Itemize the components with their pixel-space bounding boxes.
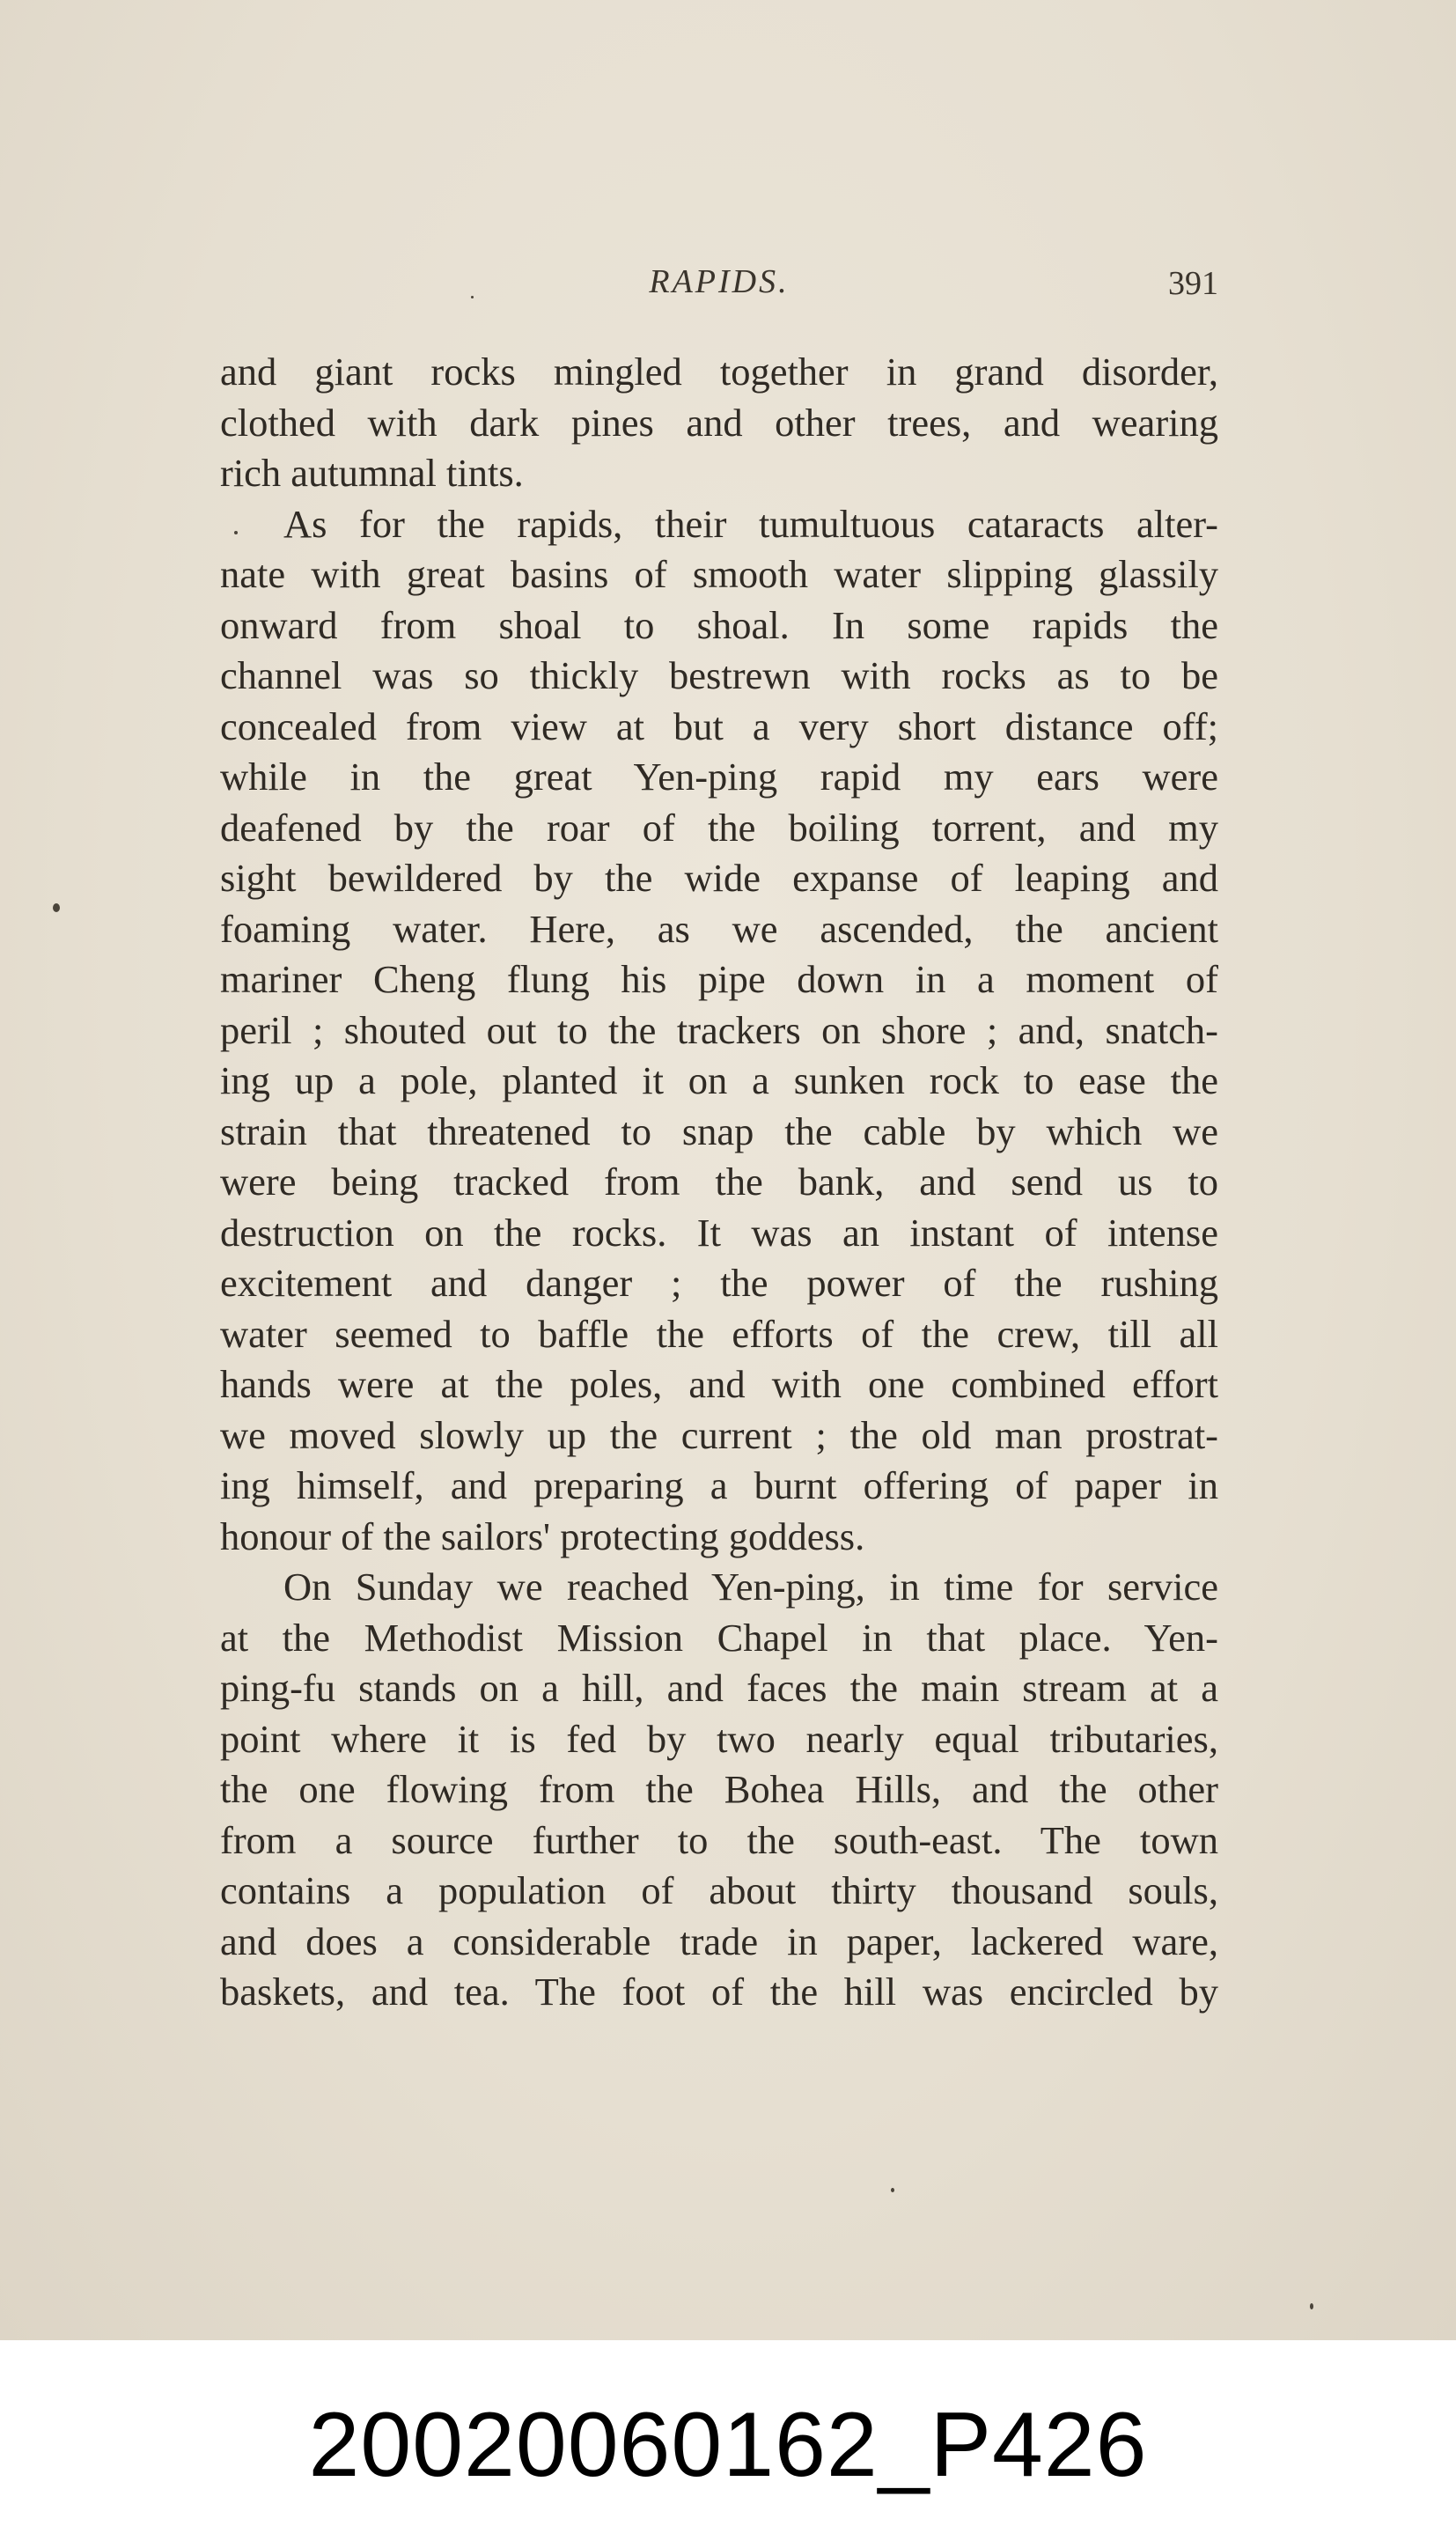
text-line: sight bewildered by the wide expanse of leaping and (220, 856, 1218, 900)
text-line: ping-fu stands on a hill, and faces the main stream at a (220, 1666, 1218, 1710)
text-line: water seemed to baffle the efforts of the crew, till all (220, 1311, 1218, 1356)
text-line: rich autumnal tints. (220, 451, 524, 495)
text-line: peril ; shouted out to the trackers on shore ; and, snatch- (220, 1007, 1218, 1052)
text-line: excitement and danger ; the power of the rushing (220, 1261, 1218, 1305)
text-line: destruction on the rocks. It was an instant of intense (220, 1210, 1218, 1255)
text-line: and does a considerable trade in paper, lackered ware, (220, 1918, 1218, 1963)
paper-speck (53, 903, 60, 912)
text-line: from a source further to the south-east. The town (220, 1817, 1218, 1862)
running-head-title: RAPIDS. (649, 263, 790, 300)
text-line: foaming water. Here, as we ascended, the ancient (220, 906, 1218, 951)
text-line: baskets, and tea. The foot of the hill was encircled by (220, 1970, 1218, 2014)
text-line: mariner Cheng flung his pipe down in a moment of (220, 957, 1218, 1001)
paper-speck (234, 531, 238, 534)
paper-speck (471, 296, 474, 298)
text-line: clothed with dark pines and other trees, and wearing (220, 400, 1218, 445)
text-line: were being tracked from the bank, and send us to (220, 1160, 1218, 1204)
text-line: ing up a pole, planted it on a sunken rock to ease the (220, 1058, 1218, 1102)
archive-id-label: 20020060162_P426 (308, 2394, 1148, 2496)
text-line: onward from shoal to shoal. In some rapids the (220, 602, 1218, 647)
text-line: channel was so thickly bestrewn with rocks as to be (220, 653, 1218, 697)
body-text (220, 347, 1218, 2018)
text-line: concealed from view at but a very short distance off; (220, 703, 1218, 748)
text-line: honour of the sailors' protecting goddess. (220, 1513, 865, 1558)
text-line: As for the rapids, their tumultuous cataracts alter- (283, 501, 1218, 546)
image-caption (0, 2340, 1456, 2548)
paper-speck (1310, 2303, 1313, 2309)
text-line: hands were at the poles, and with one combined effort (220, 1362, 1218, 1406)
text-line: and giant rocks mingled together in grand disorder, (220, 350, 1218, 394)
text-line: strain that threatened to snap the cable by which we (220, 1108, 1218, 1153)
text-line: at the Methodist Mission Chapel in that place. Yen- (220, 1615, 1218, 1660)
text-line: we moved slowly up the current ; the old man prostrat- (220, 1412, 1218, 1457)
text-line: contains a population of about thirty thousand souls, (220, 1868, 1218, 1912)
text-line: point where it is fed by two nearly equal tributaries, (220, 1716, 1218, 1761)
page-number: 391 (1168, 265, 1218, 302)
text-line: while in the great Yen-ping rapid my ears were (220, 755, 1218, 799)
paper-speck (891, 2188, 894, 2192)
running-head (220, 262, 1218, 315)
text-line: ing himself, and preparing a burnt offering of paper in (220, 1463, 1218, 1507)
text-line: nate with great basins of smooth water slipping glassily (220, 552, 1218, 596)
text-line: On Sunday we reached Yen-ping, in time for service (283, 1565, 1218, 1609)
text-line: the one flowing from the Bohea Hills, and the other (220, 1767, 1218, 1811)
text-line: deafened by the roar of the boiling torrent, and my (220, 805, 1218, 850)
